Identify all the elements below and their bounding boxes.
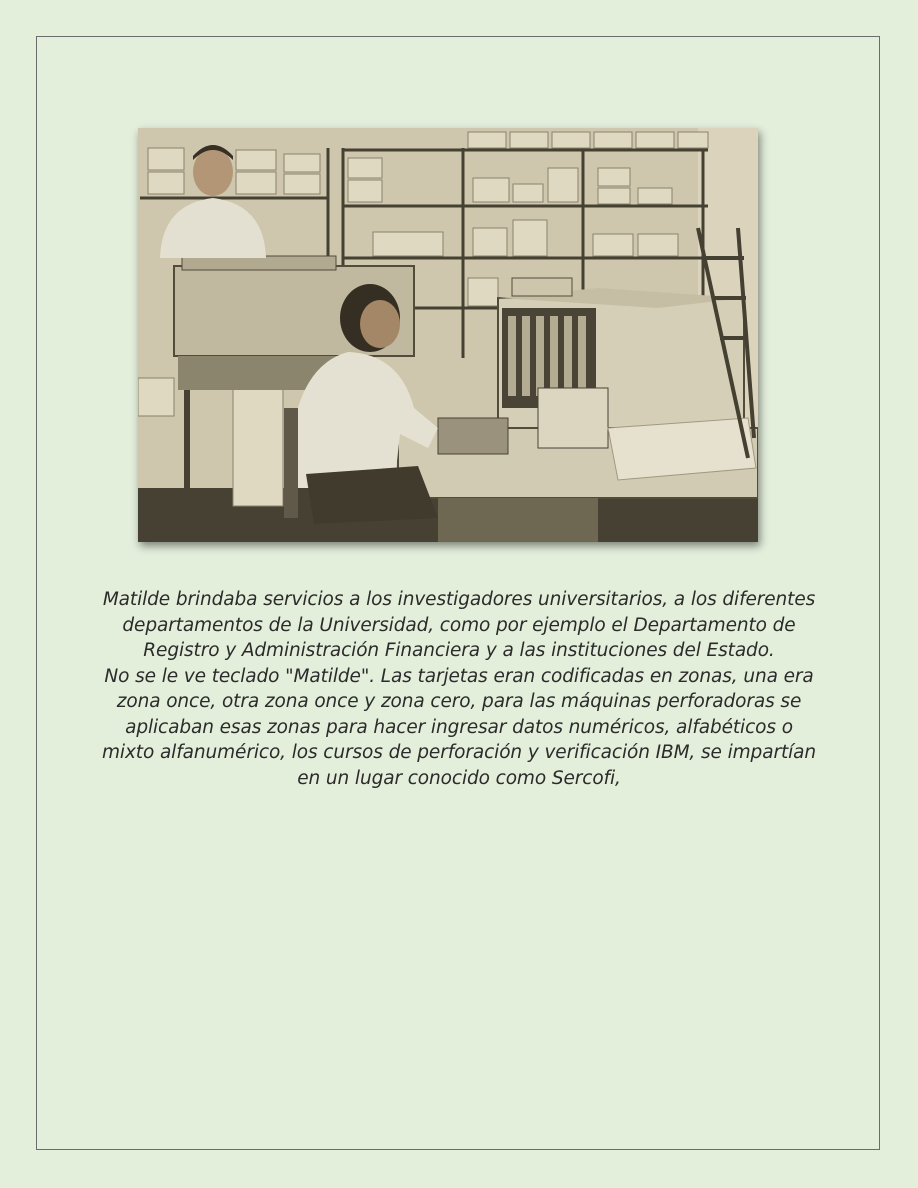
photo-sepia-overlay bbox=[138, 128, 758, 542]
photo-caption bbox=[100, 587, 818, 791]
caption-paragraph-2: No se le ve teclado "Matilde". Las tarjetas eran codificadas en zonas, una era zona once, otra zona once y zona cero, para las máquinas perforadoras se aplicaban esas zonas para hacer ingresar datos numéricos, alfabéticos o mixto alfanumérico, los cursos de perforación y verificación IBM, se impartían en un lugar conocido como Sercofi, bbox=[101, 665, 817, 789]
caption-paragraph-1: Matilde brindaba servicios a los investigadores universitarios, a los diferentes departamentos de la Universidad, como por ejemplo el Departamento de Registro y Administración Financiera y a las instituciones del Estado. bbox=[102, 589, 816, 661]
photo-illustration bbox=[138, 128, 758, 542]
historical-photo bbox=[138, 128, 758, 542]
